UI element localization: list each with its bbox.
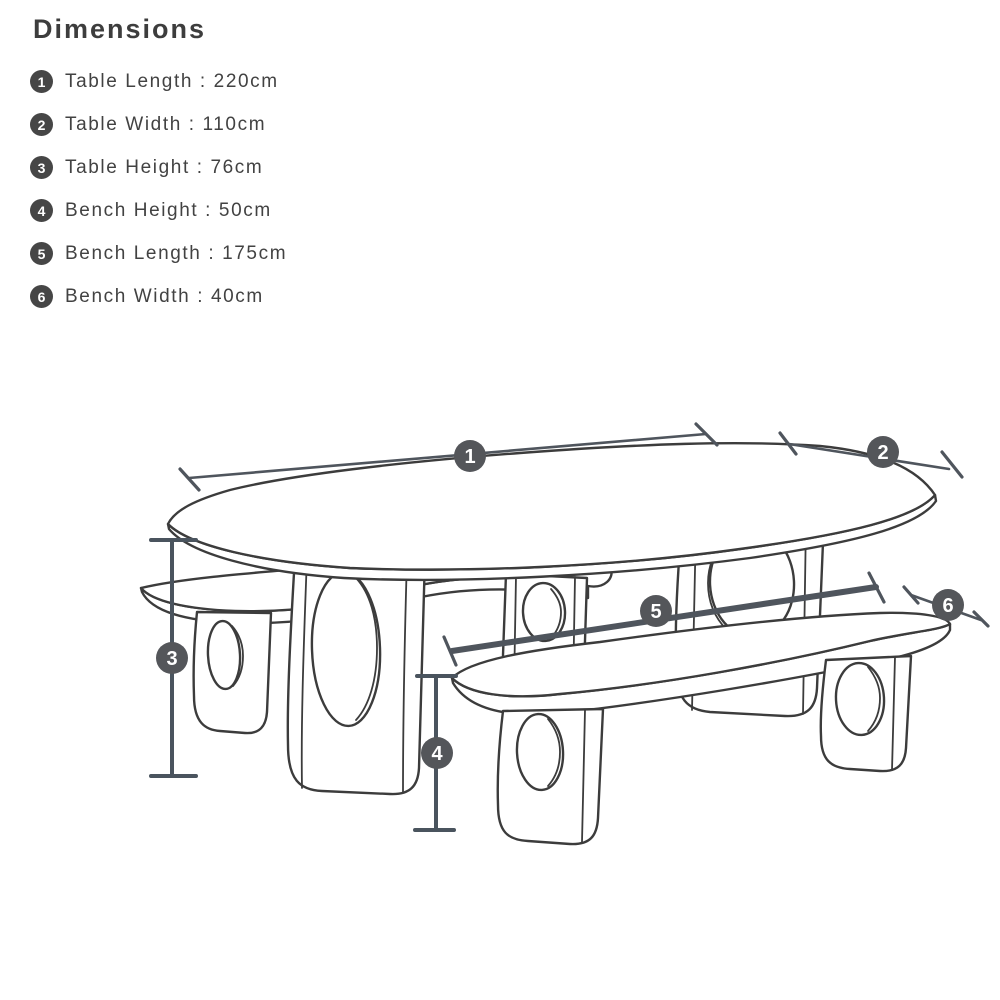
dimension-text: Bench Length : 175cm bbox=[65, 242, 288, 264]
dimension-text: Table Width : 110cm bbox=[65, 113, 267, 135]
dimension-text: Table Height : 76cm bbox=[65, 156, 264, 178]
number-badge: 4 bbox=[30, 199, 53, 222]
callout-badge-4 bbox=[421, 737, 453, 769]
number-badge: 5 bbox=[30, 242, 53, 265]
dimension-text: Bench Width : 40cm bbox=[65, 285, 264, 307]
callout-number: 5 bbox=[650, 601, 662, 623]
callout-badge-3 bbox=[156, 642, 188, 674]
dimension-text: Table Length : 220cm bbox=[65, 70, 279, 92]
number-badge: 1 bbox=[30, 70, 53, 93]
callout-badge-1 bbox=[454, 440, 486, 472]
number-badge: 2 bbox=[30, 113, 53, 136]
dimension-text: Bench Height : 50cm bbox=[65, 199, 272, 221]
callout-badge-6 bbox=[932, 589, 964, 621]
callout-badge-5 bbox=[640, 595, 672, 627]
callout-number: 2 bbox=[877, 442, 889, 464]
callout-number: 4 bbox=[431, 743, 443, 765]
callout-badge-2 bbox=[867, 436, 899, 468]
callout-number: 6 bbox=[942, 595, 954, 617]
number-badge: 6 bbox=[30, 285, 53, 308]
page-title: Dimensions bbox=[33, 14, 207, 44]
number-badge: 3 bbox=[30, 156, 53, 179]
callout-number: 3 bbox=[166, 648, 178, 670]
callout-number: 1 bbox=[464, 446, 476, 468]
